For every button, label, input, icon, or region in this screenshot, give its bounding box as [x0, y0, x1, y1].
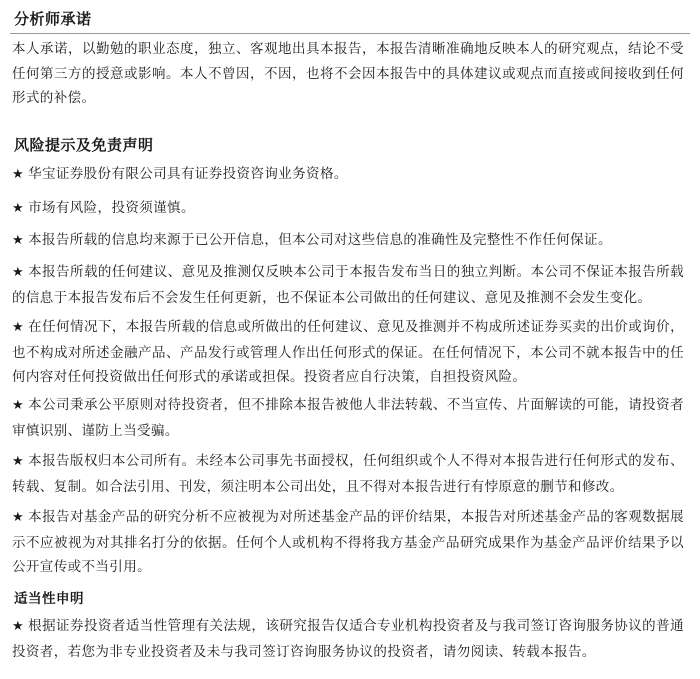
disclaimer-item-text: 在任何情况下，本报告所载的信息或所做出的任何建议、意见及推测并不构成所述证券买卖的出价或询价，也不构成对所述金融产品、产品发行或管理人作出任何形式的保证。在任何情况下，本公司不就本报告中的任何内容对任何投资做出任何形式的承诺或担保。投资者应自行决策，自担投资风险。: [12, 319, 684, 385]
risk-disclaimer-title: 风险提示及免责声明: [14, 136, 154, 154]
title-divider: [10, 33, 690, 34]
disclaimer-item: [12, 393, 684, 443]
star-bullet-icon: ★: [12, 320, 25, 335]
analyst-commitment-text: 本人承诺，以勤勉的职业态度，独立、客观地出具本报告，本报告清晰准确地反映本人的研究观点，结论不受任何第三方的授意或影响。本人不曾因，不因，也将不会因本报告中的具体建议或观点而直接或间接收到任何形式的补偿。: [12, 41, 684, 106]
star-bullet-icon: ★: [12, 265, 25, 280]
disclaimer-item-text: 市场有风险，投资须谨慎。: [28, 200, 195, 216]
suitability-title: 适当性申明: [14, 591, 84, 607]
disclaimer-item-text: 本报告所载的任何建议、意见及推测仅反映本公司于本报告发布当日的独立判断。本公司不保证本报告所载的信息于本报告发布后不会发生任何更新，也不保证本公司做出的任何建议、意见及推测不会发生变化。: [12, 264, 684, 306]
star-bullet-icon: ★: [12, 233, 25, 248]
star-bullet-icon: ★: [12, 454, 25, 469]
disclaimer-item: [12, 228, 684, 254]
disclaimer-item-text: 本报告版权归本公司所有。未经本公司事先书面授权，任何组织或个人不得对本报告进行任何形式的发布、转载、复制。如合法引用、刊发，须注明本公司出处，且不得对本报告进行有悖原意的删节和修改。: [12, 453, 684, 495]
disclaimer-item: [12, 505, 684, 580]
disclaimer-item: [12, 315, 684, 390]
disclaimer-item: [12, 260, 684, 310]
disclaimer-item: [12, 449, 684, 499]
suitability-item: [12, 614, 684, 664]
disclaimer-item-text: 本报告对基金产品的研究分析不应被视为对所述基金产品的评价结果，本报告对所述基金产品的客观数据展示不应被视为对其排名打分的依据。任何个人或机构不得将我方基金产品研究成果作为基金产品评价结果予以公开宣传或不当引用。: [12, 509, 684, 575]
disclaimer-item: [12, 162, 684, 188]
star-bullet-icon: ★: [12, 619, 25, 634]
analyst-commitment-title: 分析师承诺: [14, 10, 92, 28]
star-bullet-icon: ★: [12, 510, 25, 525]
disclaimer-item-text: 华宝证券股份有限公司具有证券投资咨询业务资格。: [28, 166, 348, 182]
suitability-text: 根据证券投资者适当性管理有关法规，该研究报告仅适合专业机构投资者及与我司签订咨询服务协议的普通投资者，若您为非专业投资者及未与我司签订咨询服务协议的投资者，请勿阅读、转载本报告。: [12, 618, 684, 660]
disclaimer-item-text: 本报告所载的信息均来源于已公开信息，但本公司对这些信息的准确性及完整性不作任何保证。: [28, 232, 612, 248]
disclaimer-item-text: 本公司秉承公平原则对待投资者，但不排除本报告被他人非法转载、不当宣传、片面解读的可能，请投资者审慎识别、谨防上当受骗。: [12, 397, 684, 439]
star-bullet-icon: ★: [12, 167, 25, 182]
disclaimer-item: [12, 196, 684, 222]
star-bullet-icon: ★: [12, 398, 25, 413]
star-bullet-icon: ★: [12, 201, 25, 216]
